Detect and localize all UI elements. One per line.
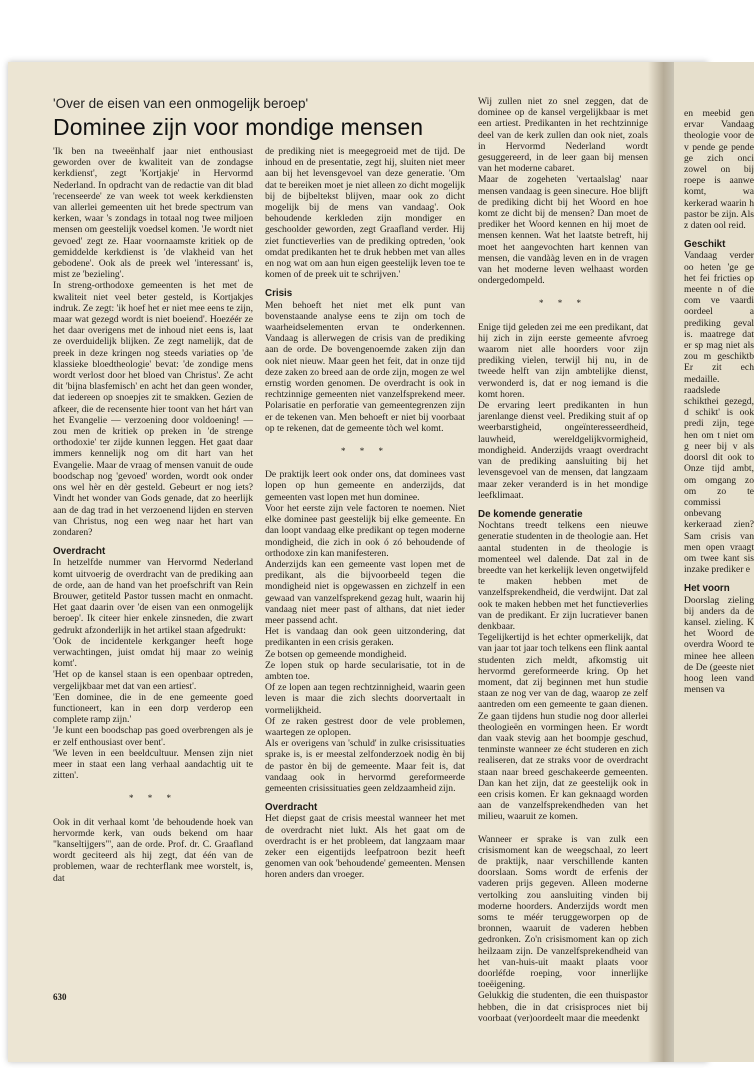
paragraph: Enige tijd geleden zei me een predikant, dat hij zich in zijn eerste gemeente afvroeg waarom niet alle hoorders voor zijn prediking vielen, terwijl hij nu, in de tweede helft van zijn ambtelijke dienst, verwonderd is, dat er nog iemand is die komt horen.	[478, 321, 648, 400]
paragraph: de prediking niet is meegegroeid met de tijd. De inhoud en de presentatie, zegt hij, sluiten niet meer aan bij het levensgevoel van deze generatie. 'Om dat te bereiken moet je niet alleen zo dicht mogelijk bij de bijbeltekst blijven, maar ook zo dicht mogelijk bij de mens van vandaag'. Ook behoudende kerkleden zijn mondiger en geschoolder geworden, zegt Graafland verder. Hij ziet functieverlies van de prediking optreden, 'ook omdat predikanten het te druk hebben met van alles en nog wat om aan hun eigen geestelijk leven toe te komen of de preek uit te schrijven.'	[265, 146, 465, 281]
column-1	[53, 146, 253, 981]
column-2	[265, 146, 465, 981]
paragraph: Ze botsen op gemeende mondigheid.	[265, 648, 407, 660]
paragraph: Het is vandaag dan ook geen uitzondering, dat predikanten in een crisis geraken.	[265, 626, 465, 649]
paragraph: In hetzelfde nummer van Hervormd Nederland komt uitvoerig de overdracht van de prediking aan de orde, aan de hand van het proefschrift van Rein Brouwer, getiteld Pastor tussen macht en onmacht. Het gaat daarin over 'de eisen van een onmogelijk beroep'. Ik citeer hier enkele zinsneden, die zwart gedrukt afzonderlijk in het artikel staan afgedrukt:	[53, 557, 253, 636]
paragraph: Nochtans treedt telkens een nieuwe generatie studenten in de theologie aan. Het aantal studenten in de theologie is momenteel wel dalende. Dat zal in de breedte van het kerkelijk leven ongetwijfeld te maken hebben met de vanzelfsprekendheid, die verdwijnt. Dat zal ook te maken hebben met het functieverlies van de predikant. Er zijn lucratiever banen denkbaar.	[478, 520, 648, 632]
section-heading: Crisis	[265, 288, 293, 300]
page-gutter	[648, 62, 674, 1062]
magazine-page	[8, 62, 754, 1062]
paragraph: Of ze raken gestrest door de vele problemen, waartegen ze oplopen.	[265, 715, 465, 738]
paragraph: Of ze lopen aan tegen rechtzinnigheid, waarin geen leven is maar die zich slechts doorvertaalt in vormelijkheid.	[265, 682, 465, 716]
section-heading: De komende generatie	[478, 508, 583, 520]
quote: 'Ook de incidentele kerkganger heeft hoge verwachtingen, juist omdat hij maar zo weinig komt'.	[53, 635, 253, 670]
paragraph: Voor het eerste zijn vele factoren te noemen. Niet elke dominee past geestelijk bij elke gemeente. En dan loopt vandaag elke predikant op tegen moderne mondigheid, die zich in ook ó zó behoudende of orthodoxe zin kan manifesteren.	[265, 502, 465, 559]
paragraph: 'Ik ben na tweeënhalf jaar niet enthousiast geworden over de kwaliteit van de zondagse kerkdienst', zegt 'Kortjakje' in Hervormd Nederland. In opdracht van de redactie van dit blad 'recenseerde' ze van week tot week kerkdiensten van allerlei gemeenten uit het brede spectrum van kerken, waar 's zondags in totaal nog twee miljoen mensen om geestelijk voedsel komen. 'Je wordt niet gevoed' zegt ze. Haar voornaamste kritiek op de gemiddelde kerkdienst is 'de vlakheid van het gebodene'. Ook als de preek wel 'interessant' is, mist ze 'bezieling'.	[53, 146, 253, 281]
paragraph: Ze lopen stuk op harde secularisatie, tot in de ambten toe.	[265, 659, 465, 682]
quote: 'Het op de kansel staan is een openbaar optreden, vergelijkbaar met dat van een artiest'.	[53, 669, 253, 692]
paragraph: Gelukkig die studenten, die een thuispastor hebben, die in dat crisisproces niet bij voorbaat (ver)oordeelt maar die meedenkt	[478, 990, 648, 1024]
section-heading: Het voorn	[684, 583, 730, 595]
column-4-cropped	[684, 108, 754, 998]
quote: 'We leven in een beeldcultuur. Mensen zijn niet meer in staat een lang verhaal aandachtig uit te zitten'.	[53, 747, 253, 782]
section-separator: * * *	[539, 298, 587, 309]
paragraph: en meebid gen ervar Vandaag theologie voor de v pende ge pende ge zich onci zowel on bij roepe is aanwe komt, wa kerkerad waarin h pastor be zijn. Als z daten ool reid.	[684, 108, 754, 232]
section-separator: * * *	[129, 793, 177, 804]
section-separator: * * *	[341, 446, 389, 457]
paragraph: Men behoeft het niet met elk punt van bovenstaande analyse eens te zijn om toch de waarheidselementen ervan te onderkennen. Vandaag is allerwegen de crisis van de prediking aan de orde. De bovengenoemde zaken zijn dan ook niet nieuw. Maar geen het feit, dat in onze tijd deze zaken zo breed aan de orde zijn, mogen ze wel ernstig worden genomen. De overdracht is ook in rechtzinnige gemeenten niet vanzelfsprekend meer. Polarisatie en perforatie van gemeentegrenzen zijn er de tekenen van. Men behoeft er niet bij voorbaat op te rekenen, dat de gemeente tòch wel komt.	[265, 299, 465, 434]
paragraph: Vandaag verder oo heten 'ge ge het fei fricties op meente n of die com ve vaardi oordeel a prediking geval is. maatrege dat er sp mag niet als zou m geschiktb Er zit ech medaille. raadslede schikthei gezegd, d schikt' is ook predi zijn, tege hen om t niet om g neer bij v als doorsl dit ook to Onze tijd ambt, om omgang zo om zo te commissi onbevang kerkeraad zien? Sam crisis van men open vraagt om twee kant sis inzake prediker e	[684, 250, 754, 576]
article-title: Dominee zijn voor mondige mensen	[53, 114, 424, 140]
section-heading: Overdracht	[265, 802, 318, 814]
paragraph: Wanneer er sprake is van zulk een crisismoment kan de weegschaal, zo leert de praktijk, naar verschillende kanten doorslaan. Soms wordt de erfenis der vaderen prijs gegeven. Alleen moderne vertolking zou aansluiting vinden bij moderne hoorders. Anderzijds wordt men soms te méér teruggeworpen op de bronnen, waaruit de vaderen hebben gedronken. Zo'n crisismoment kan op zich heilzaam zijn. De vanzelfsprekendheid van het van-huis-uit maakt plaats voor doorléfde roeping, voor innerlijke toeëigening.	[478, 833, 648, 991]
section-heading: Geschikt	[684, 239, 726, 251]
paragraph: Wij zullen niet zo snel zeggen, dat de dominee op de kansel vergelijkbaar is met een artiest. Predikanten in het rechtzinnige deel van de kerk zullen dan ook niet, zoals in Hervormd Nederland wordt gesuggereerd, in de leer gaan bij mensen van het moderne cabaret.	[478, 96, 648, 175]
column-3	[478, 96, 648, 1024]
quote: 'Een dominee, die in de ene gemeente goed functioneert, kan in een dorp verderop een complete ramp zijn.'	[53, 691, 253, 726]
paragraph: Ook in dit verhaal komt 'de behoudende hoek van hervormde kerk, van ouds bekend om haar "kanseltijgers"', aan de orde. Prof. dr. C. Graafland wordt geciteerd als hij zegt, dat één van de problemen, waar de rechterflank mee worstelt, is, dat	[53, 816, 253, 884]
section-heading: Overdracht	[53, 546, 106, 558]
quote: 'Je kunt een boodschap pas goed overbrengen als je er zelf enthousiast over bent'.	[53, 725, 253, 748]
page-number: 630	[53, 992, 67, 1002]
paragraph: Het diepst gaat de crisis meestal wanneer het met de overdracht niet lukt. Als het gaat om de overdracht is er het probleem, dat langzaam maar zeker een eigentijds leefpatroon bezit heeft genomen van ook 'behoudende' gemeenten. Mensen horen anders dan vroeger.	[265, 813, 465, 881]
paragraph: Tegelijkertijd is het echter opmerkelijk, dat van jaar tot jaar toch telkens een flink aantal studenten zich meldt, afkomstig uit hervormd gereformeerde kring. Op het moment, dat zij beginnen met hun studie staan ze nog ver van de dag, waarop ze zelf aantreden om een gemeente te gaan dienen. Ze gaan tijdens hun studie nog door allerlei theologieën en vormingen heen. Er wordt dan vaak stevig aan het boompje geschud, tenminste wanneer ze écht studeren en zich realiseren, dat ze straks voor de overdracht staan naar breed geschakeerde gemeenten. Dan kan het zijn, dat ze geestelijk ook in een crisis komen. Er kan geknaagd worden aan de vanzelfsprekendheden van het milieu, waaruit ze komen.	[478, 632, 648, 823]
paragraph: In streng-orthodoxe gemeenten is het met de kwaliteit niet veel beter gesteld, is Kortjakjes indruk. Ze zegt: 'ik hoef het er niet mee eens te zijn, maar wat gezegd wordt is niet boeiend'. Hoezéér ze het daar overigens met de inhoud niet eens is, laat ze overduidelijk blijken. Ze zegt namelijk, dat de preek in deze kringen nog steeds variaties op 'de klassieke bloedtheologie' bevat: 'de zondige mens wordt verlost door het bloed van Christus'. Ze acht dit 'bijna blasfemisch' en acht het dan geen wonder, dat iedereen op snoepjes zit te smakken. Gezien de afkeer, die de recensente hier toont van het hárt van het Evangelie — verzoening door voldoening! — zou men de kritiek op preken in 'de strenge orthodoxie' ter zijde kunnen leggen. Het gaat daar immers kennelijk nog om dit hart van het Evangelie. Maar de vraag of mensen vanuit de oude boodschap nog 'gevoed' worden, wordt ook onder ons wel hèr en dèr gesteld. Gebeurt er nog iets? Vindt het wonder van Gods genade, dat zo heerlijk aan de dag trad in het verzoenend lijden en sterven van Christus, nog een weg naar het hart van zondaren?	[53, 280, 253, 538]
paragraph: Anderzijds kan een gemeente vast lopen met de predikant, als die bijvoorbeeld tegen die mondigheid niet is opgewassen en zichzelf in een gewaad van vanzelfsprekend gezag hult, waarin hij vandaag niet meer past of althans, dat niet ieder meer passend acht.	[265, 558, 465, 626]
paragraph: De ervaring leert predikanten in hun jarenlange dienst veel. Prediking stuit af op weerbarstigheid, ongeïnteresseerdheid, lauwheid, wereldgelijkvormigheid, mondigheid. Anderzijds vraagt overdracht van de prediking aansluiting bij het levensgevoel van de mensen, dat langzaam maar zeker veranderd is in het mondige leefklimaat.	[478, 400, 648, 501]
paragraph: De praktijk leert ook onder ons, dat dominees vast lopen op hun gemeente en anderzijds, dat gemeenten vast lopen met hun dominee.	[265, 469, 465, 503]
paragraph: Doorslag zieling bij anders da de kansel. zieling. K het Woord de overdra Woord te minee hee alleen de De (geeste niet hoog leen vand mensen va	[684, 594, 754, 696]
paragraph: Als er overigens van 'schuld' in zulke crisissituaties sprake is, is er meestal zelfonderzoek nodig èn bij de pastor èn bij de gemeente. Maar feit is, dat vandaag ook in hervormd gereformeerde gemeenten crisissituaties geen zeldzaamheid zijn.	[265, 738, 465, 794]
paragraph: Maar de zogeheten 'vertaalslag' naar mensen vandaag is geen sinecure. Hoe blijft de prediking dicht bij het Woord en hoe komt ze dicht bij de mensen? Dan moet de prediker het Woord kennen en hij moet de mensen kennen. Wat het laatste betreft, hij moet het aangevochten hart kennen van mensen, die vandààg leven en in de vragen van het moderne leven welhaast worden ondergedompeld.	[478, 174, 648, 287]
article-kicker: 'Over de eisen van een onmogelijk beroep'	[53, 96, 309, 111]
